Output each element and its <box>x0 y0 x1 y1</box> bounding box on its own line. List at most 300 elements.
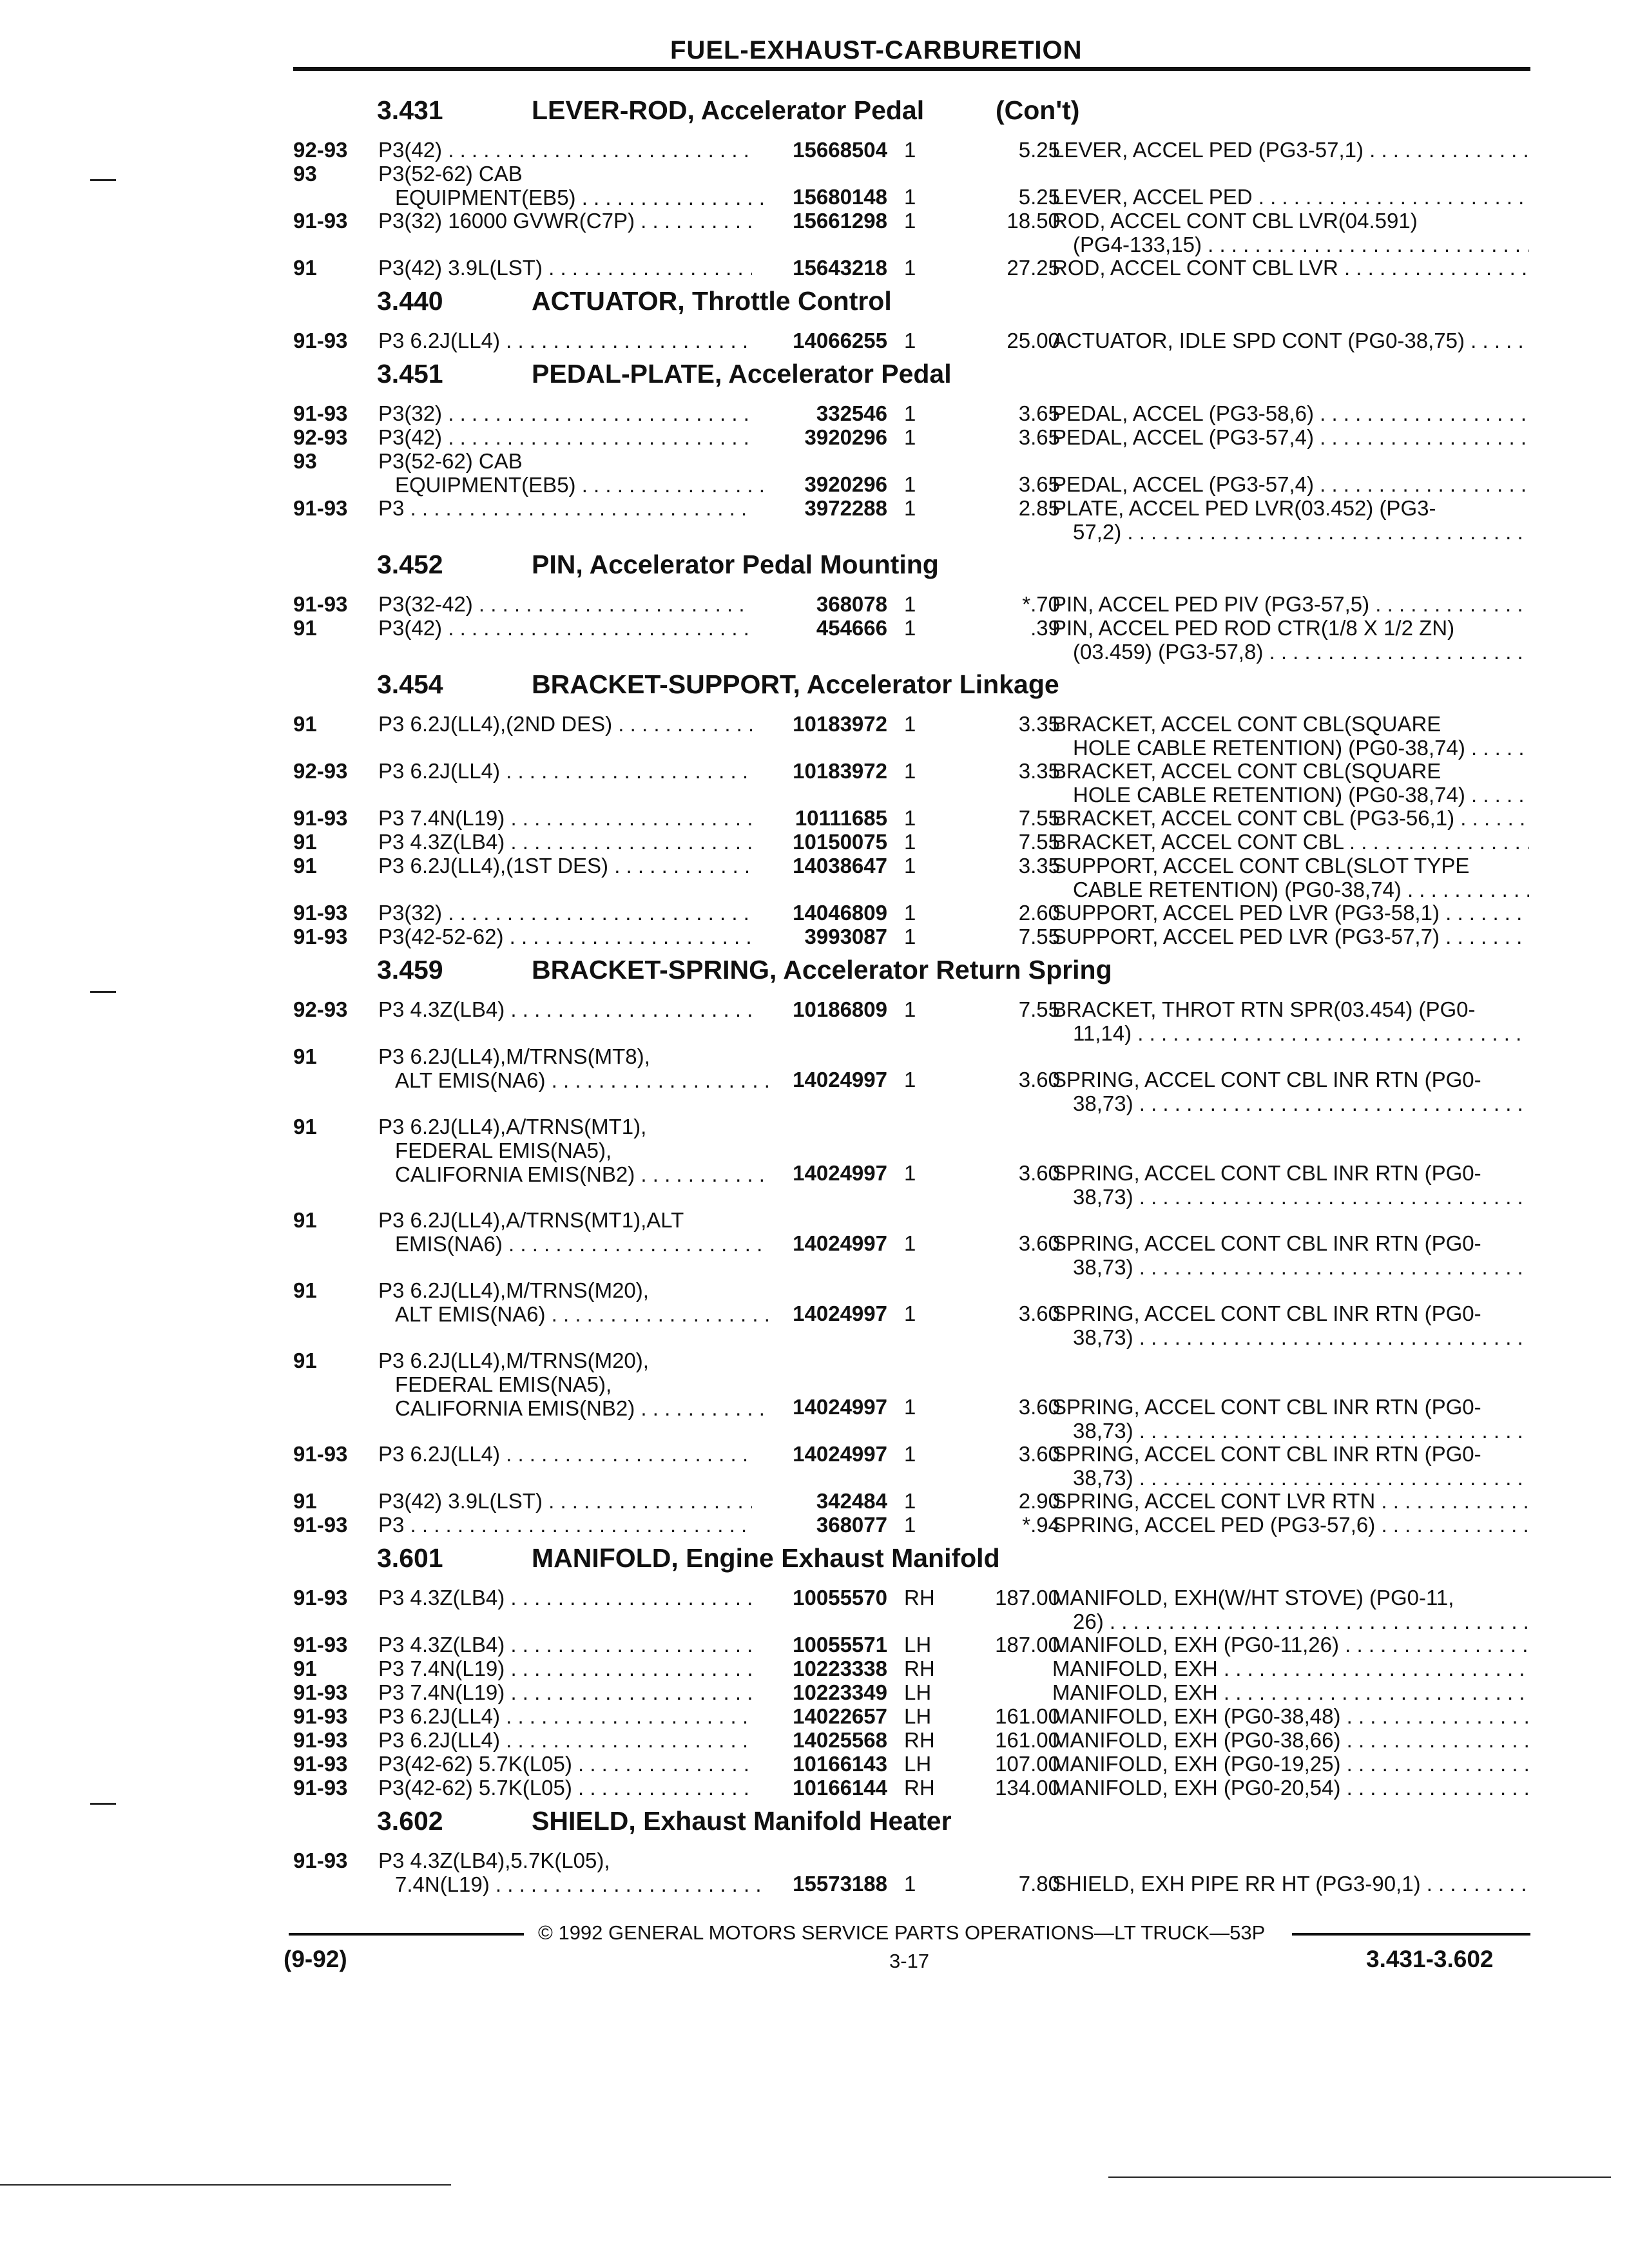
application-line: P3 7.4N(L19) . . . <box>378 1680 752 1704</box>
description-line: MANIFOLD, EXH (PG0-20,54) . . . <box>1052 1776 1529 1800</box>
price: 3.60 <box>1018 1231 1060 1255</box>
part-number: 368078 <box>816 592 887 616</box>
part-number: 10183972 <box>793 712 887 736</box>
part-row <box>293 162 1530 209</box>
section-header <box>293 948 1530 997</box>
description-line: 38,73) . . . <box>1052 1255 1529 1279</box>
application-line: FEDERAL EMIS(NA5), <box>395 1372 612 1396</box>
description <box>1052 759 1529 807</box>
description-line: 57,2) . . . <box>1052 520 1529 544</box>
description <box>1052 1752 1529 1776</box>
price: 3.60 <box>1018 1442 1060 1466</box>
price: 2.90 <box>1018 1489 1060 1513</box>
application-line: P3(42-62) 5.7K(L05) . . . <box>378 1752 752 1776</box>
quantity: 1 <box>904 830 916 854</box>
price: .39 <box>1030 616 1060 640</box>
part-row <box>293 1115 1530 1208</box>
application-line: ALT EMIS(NA6) . . . <box>378 1068 769 1092</box>
part-row <box>293 1704 1530 1728</box>
description-line: SPRING, ACCEL CONT CBL INR RTN (PG0- <box>1052 1395 1481 1419</box>
part-number: 342484 <box>816 1489 887 1513</box>
part-number: 10223338 <box>793 1657 887 1680</box>
description <box>1052 1872 1529 1896</box>
part-number: 14025568 <box>793 1728 887 1752</box>
description-line: BRACKET, ACCEL CONT CBL . . . <box>1052 830 1529 854</box>
part-number: 15661298 <box>793 209 887 233</box>
price: 3.35 <box>1018 712 1060 736</box>
footer-date: (9-92) <box>284 1946 347 1972</box>
part-row <box>293 1513 1530 1537</box>
application-line: P3 6.2J(LL4),M/TRNS(M20), <box>378 1349 649 1372</box>
price: 161.00 <box>995 1704 1060 1728</box>
part-row <box>293 1349 1530 1442</box>
part-number: 10166143 <box>793 1752 887 1776</box>
description <box>1052 1680 1529 1704</box>
section-name: ACTUATOR, Throttle Control <box>532 286 892 316</box>
part-number: 10166144 <box>793 1776 887 1800</box>
description-line: SHIELD, EXH PIPE RR HT (PG3-90,1) . . . <box>1052 1872 1529 1896</box>
footer-rule-right <box>1292 1933 1530 1936</box>
part-number: 3920296 <box>804 425 887 449</box>
section-name: MANIFOLD, Engine Exhaust Manifold <box>532 1543 1000 1573</box>
model-years: 91 <box>293 854 317 878</box>
application-line: FEDERAL EMIS(NA5), <box>395 1139 612 1162</box>
description <box>1052 616 1529 664</box>
description <box>1052 1657 1529 1680</box>
part-number: 14022657 <box>793 1704 887 1728</box>
quantity: 1 <box>904 1395 916 1419</box>
part-row <box>293 1278 1530 1349</box>
footer-page-number: 3-17 <box>889 1950 930 1972</box>
model-years: 91-93 <box>293 1752 348 1776</box>
price: 7.80 <box>1018 1872 1060 1896</box>
model-years: 91 <box>293 1489 317 1513</box>
model-years: 91-93 <box>293 1633 348 1657</box>
application-line: P3 4.3Z(LB4) . . . <box>378 997 752 1021</box>
model-years: 91-93 <box>293 401 348 425</box>
application-line: P3 7.4N(L19) . . . <box>378 806 752 830</box>
price: 187.00 <box>995 1586 1060 1610</box>
part-number: 10055570 <box>793 1586 887 1610</box>
part-row <box>293 759 1530 806</box>
section-header <box>293 663 1530 712</box>
part-row <box>293 329 1530 352</box>
description-line: SPRING, ACCEL CONT CBL INR RTN (PG0- <box>1052 1231 1481 1255</box>
part-row <box>293 1728 1530 1752</box>
model-years: 93 <box>293 162 317 186</box>
description-line: ROD, ACCEL CONT CBL LVR(04.591) <box>1052 209 1418 233</box>
quantity: 1 <box>904 209 916 233</box>
model-years: 91-93 <box>293 209 348 233</box>
quantity: 1 <box>904 1872 916 1896</box>
part-number: 15668504 <box>793 138 887 162</box>
part-row <box>293 401 1530 425</box>
description-line: SUPPORT, ACCEL CONT CBL(SLOT TYPE <box>1052 854 1470 878</box>
description-line: LEVER, ACCEL PED (PG3-57,1) . . . <box>1052 138 1529 162</box>
description-line: MANIFOLD, EXH (PG0-38,48) . . . <box>1052 1704 1529 1728</box>
description-line: LEVER, ACCEL PED . . . <box>1052 185 1529 209</box>
part-row <box>293 997 1530 1044</box>
part-number: 14038647 <box>793 854 887 878</box>
part-row <box>293 256 1530 280</box>
quantity: RH <box>904 1586 935 1610</box>
description-line: SPRING, ACCEL PED (PG3-57,6) . . . <box>1052 1513 1529 1537</box>
description <box>1052 1395 1529 1443</box>
description-line: SPRING, ACCEL CONT LVR RTN . . . <box>1052 1489 1529 1513</box>
model-years: 91-93 <box>293 1849 348 1872</box>
model-years: 92-93 <box>293 759 348 783</box>
price: 3.35 <box>1018 759 1060 783</box>
section-name: LEVER-ROD, Accelerator Pedal <box>532 95 925 125</box>
model-years: 91 <box>293 712 317 736</box>
part-row <box>293 1657 1530 1680</box>
part-row <box>293 209 1530 256</box>
description <box>1052 712 1529 760</box>
section-name: PEDAL-PLATE, Accelerator Pedal <box>532 359 952 389</box>
description-line: BRACKET, ACCEL CONT CBL(SQUARE <box>1052 712 1441 736</box>
footer-copyright: © 1992 GENERAL MOTORS SERVICE PARTS OPERATIONS—LT TRUCK—53P <box>538 1921 1266 1944</box>
application-line: P3(42-62) 5.7K(L05) . . . <box>378 1776 752 1800</box>
description <box>1052 1302 1529 1349</box>
description-line: SUPPORT, ACCEL PED LVR (PG3-57,7) . . . <box>1052 925 1529 948</box>
part-number: 3920296 <box>804 472 887 496</box>
application-line: P3(42) 3.9L(LST) . . . <box>378 1489 752 1513</box>
quantity: 1 <box>904 854 916 878</box>
price: 2.60 <box>1018 901 1060 925</box>
scan-edge-line <box>1108 2177 1611 2178</box>
section-continued: (Con't) <box>996 95 1080 125</box>
description <box>1052 997 1529 1045</box>
description-line: HOLE CABLE RETENTION) (PG0-38,74) . . . <box>1052 736 1529 760</box>
quantity: 1 <box>904 329 916 352</box>
price: *.70 <box>1022 592 1060 616</box>
part-row <box>293 1776 1530 1800</box>
description-line: 38,73) . . . <box>1052 1091 1529 1115</box>
application-line: P3(42-52-62) . . . <box>378 925 752 948</box>
part-number: 14024997 <box>793 1442 887 1466</box>
model-years: 91-93 <box>293 1680 348 1704</box>
application-line: P3 . . . <box>378 1513 752 1537</box>
price: 3.60 <box>1018 1395 1060 1419</box>
description <box>1052 1633 1529 1657</box>
model-years: 91 <box>293 830 317 854</box>
model-years: 91-93 <box>293 1586 348 1610</box>
part-number: 10150075 <box>793 830 887 854</box>
description-line: PEDAL, ACCEL (PG3-57,4) . . . <box>1052 472 1529 496</box>
quantity: 1 <box>904 1161 916 1185</box>
model-years: 91 <box>293 1044 317 1068</box>
application-line: P3(52-62) CAB <box>378 162 523 186</box>
section-header <box>293 1537 1530 1586</box>
application-line: P3 6.2J(LL4) . . . <box>378 1728 752 1752</box>
part-number: 3993087 <box>804 925 887 948</box>
application-line: P3 4.3Z(LB4) . . . <box>378 1586 752 1610</box>
description <box>1052 1231 1529 1279</box>
model-years: 91 <box>293 1208 317 1232</box>
section-header <box>293 1800 1530 1849</box>
description <box>1052 854 1529 901</box>
description <box>1052 1776 1529 1800</box>
application-line: P3(32) . . . <box>378 401 752 425</box>
price: 7.55 <box>1018 830 1060 854</box>
punch-mark <box>90 1803 116 1805</box>
part-row <box>293 1849 1530 1896</box>
price: 7.55 <box>1018 925 1060 948</box>
description-line: MANIFOLD, EXH . . . <box>1052 1657 1529 1680</box>
description-line: MANIFOLD, EXH (PG0-19,25) . . . <box>1052 1752 1529 1776</box>
part-number: 15573188 <box>793 1872 887 1896</box>
application-line: P3 6.2J(LL4),A/TRNS(MT1),ALT <box>378 1208 684 1232</box>
description <box>1052 1728 1529 1752</box>
application <box>378 1680 1081 1704</box>
description-line: SPRING, ACCEL CONT CBL INR RTN (PG0- <box>1052 1302 1481 1325</box>
description-line: 38,73) . . . <box>1052 1419 1529 1443</box>
application-line: P3(32) 16000 GVWR(C7P) . . . <box>378 209 752 233</box>
section-name: BRACKET-SPRING, Accelerator Return Spring <box>532 955 1112 985</box>
application-line: P3(52-62) CAB <box>378 449 523 473</box>
price: 7.55 <box>1018 806 1060 830</box>
application-line: P3 . . . <box>378 496 752 520</box>
description-line: BRACKET, ACCEL CONT CBL(SQUARE <box>1052 759 1441 783</box>
model-years: 91-93 <box>293 1442 348 1466</box>
part-row <box>293 1633 1530 1657</box>
description <box>1052 1161 1529 1209</box>
description-line: MANIFOLD, EXH . . . <box>1052 1680 1529 1704</box>
model-years: 92-93 <box>293 425 348 449</box>
model-years: 92-93 <box>293 997 348 1021</box>
application-line: P3 6.2J(LL4) . . . <box>378 329 752 352</box>
price: 3.35 <box>1018 854 1060 878</box>
quantity: 1 <box>904 997 916 1021</box>
model-years: 91 <box>293 1115 317 1139</box>
part-row <box>293 925 1530 948</box>
part-number: 368077 <box>816 1513 887 1537</box>
part-number: 3972288 <box>804 496 887 520</box>
part-row <box>293 1586 1530 1633</box>
description <box>1052 1489 1529 1513</box>
description <box>1052 592 1529 616</box>
quantity: 1 <box>904 1513 916 1537</box>
part-number: 14024997 <box>793 1161 887 1185</box>
description <box>1052 425 1529 449</box>
application-line: EQUIPMENT(EB5) . . . <box>378 473 769 497</box>
model-years: 92-93 <box>293 138 348 162</box>
model-years: 91-93 <box>293 1704 348 1728</box>
price: 5.25 <box>1018 185 1060 209</box>
quantity: 1 <box>904 592 916 616</box>
description-line: 38,73) . . . <box>1052 1325 1529 1349</box>
description <box>1052 209 1529 256</box>
description-line: MANIFOLD, EXH(W/HT STOVE) (PG0-11, <box>1052 1586 1454 1610</box>
application-line: P3 6.2J(LL4) . . . <box>378 1704 752 1728</box>
model-years: 91-93 <box>293 925 348 948</box>
quantity: 1 <box>904 496 916 520</box>
section-header <box>293 352 1530 401</box>
model-years: 91-93 <box>293 592 348 616</box>
description <box>1052 1586 1529 1633</box>
description <box>1052 401 1529 425</box>
model-years: 91 <box>293 1657 317 1680</box>
part-number: 14024997 <box>793 1231 887 1255</box>
price: 3.65 <box>1018 472 1060 496</box>
model-years: 91 <box>293 1278 317 1302</box>
model-years: 91 <box>293 256 317 280</box>
application-line: P3(42) 3.9L(LST) . . . <box>378 256 752 280</box>
part-row <box>293 830 1530 854</box>
part-row <box>293 712 1530 759</box>
part-row <box>293 1489 1530 1513</box>
quantity: LH <box>904 1633 932 1657</box>
application-line: P3 6.2J(LL4) . . . <box>378 1442 752 1466</box>
price: 107.00 <box>995 1752 1060 1776</box>
description-line: ROD, ACCEL CONT CBL LVR . . . <box>1052 256 1529 280</box>
quantity: RH <box>904 1776 935 1800</box>
part-row <box>293 1044 1530 1115</box>
punch-mark <box>90 991 116 993</box>
description <box>1052 830 1529 854</box>
price: 3.65 <box>1018 425 1060 449</box>
description <box>1052 496 1529 544</box>
section-number: 3.454 <box>377 669 443 699</box>
quantity: 1 <box>904 425 916 449</box>
price: 3.60 <box>1018 1302 1060 1325</box>
description-line: PEDAL, ACCEL (PG3-58,6) . . . <box>1052 401 1529 425</box>
application-line: P3 6.2J(LL4),A/TRNS(MT1), <box>378 1115 647 1139</box>
price: 134.00 <box>995 1776 1060 1800</box>
description <box>1052 185 1529 209</box>
quantity: LH <box>904 1704 932 1728</box>
model-years: 91-93 <box>293 1728 348 1752</box>
section-number: 3.602 <box>377 1806 443 1836</box>
model-years: 91-93 <box>293 1513 348 1537</box>
part-row <box>293 854 1530 901</box>
description <box>1052 1513 1529 1537</box>
description <box>1052 472 1529 496</box>
quantity: 1 <box>904 1442 916 1466</box>
quantity: 1 <box>904 185 916 209</box>
description <box>1052 925 1529 948</box>
price: 3.60 <box>1018 1161 1060 1185</box>
description-line: PEDAL, ACCEL (PG3-57,4) . . . <box>1052 425 1529 449</box>
model-years: 91-93 <box>293 329 348 352</box>
application-line: P3 6.2J(LL4),(2ND DES) . . . <box>378 712 752 736</box>
application-line: EMIS(NA6) . . . <box>378 1232 769 1256</box>
description-line: MANIFOLD, EXH (PG0-38,66) . . . <box>1052 1728 1529 1752</box>
parts-sections <box>293 89 1530 1896</box>
price: 27.25 <box>1007 256 1060 280</box>
part-number: 10055571 <box>793 1633 887 1657</box>
section-name: SHIELD, Exhaust Manifold Heater <box>532 1806 952 1836</box>
price: 5.25 <box>1018 138 1060 162</box>
section-header <box>293 543 1530 592</box>
description-line: SUPPORT, ACCEL PED LVR (PG3-58,1) . . . <box>1052 901 1529 925</box>
part-row <box>293 449 1530 496</box>
part-row <box>293 1442 1530 1489</box>
section-number: 3.451 <box>377 359 443 389</box>
application-line: P3(42) . . . <box>378 616 752 640</box>
model-years: 91 <box>293 616 317 640</box>
description-line: SPRING, ACCEL CONT CBL INR RTN (PG0- <box>1052 1442 1481 1466</box>
model-years: 93 <box>293 449 317 473</box>
part-number: 332546 <box>816 401 887 425</box>
quantity: 1 <box>904 901 916 925</box>
price: 187.00 <box>995 1633 1060 1657</box>
part-row <box>293 1752 1530 1776</box>
description <box>1052 256 1529 280</box>
price: *.94 <box>1022 1513 1060 1537</box>
application-line: P3 6.2J(LL4),M/TRNS(M20), <box>378 1278 649 1302</box>
application-line: P3 7.4N(L19) . . . <box>378 1657 752 1680</box>
application-line: 7.4N(L19) . . . <box>378 1872 769 1896</box>
application-line: P3 6.2J(LL4),M/TRNS(MT8), <box>378 1044 650 1068</box>
description-line: SPRING, ACCEL CONT CBL INR RTN (PG0- <box>1052 1068 1481 1091</box>
description-line: (03.459) (PG3-57,8) . . . <box>1052 640 1529 664</box>
part-row <box>293 1680 1530 1704</box>
description <box>1052 1442 1529 1490</box>
model-years: 91-93 <box>293 806 348 830</box>
part-number: 10111685 <box>795 806 887 830</box>
part-row <box>293 901 1530 925</box>
quantity: 1 <box>904 1302 916 1325</box>
quantity: 1 <box>904 1489 916 1513</box>
description-line: BRACKET, THROT RTN SPR(03.454) (PG0- <box>1052 997 1476 1021</box>
description <box>1052 138 1529 162</box>
section-number: 3.440 <box>377 286 443 316</box>
part-number: 15680148 <box>793 185 887 209</box>
section-number: 3.431 <box>377 95 443 125</box>
price: 25.00 <box>1007 329 1060 352</box>
quantity: 1 <box>904 712 916 736</box>
part-row <box>293 425 1530 449</box>
application-line: CALIFORNIA EMIS(NB2) . . . <box>378 1396 769 1420</box>
part-number: 14046809 <box>793 901 887 925</box>
part-number: 14024997 <box>793 1395 887 1419</box>
description <box>1052 1068 1529 1115</box>
quantity: 1 <box>904 401 916 425</box>
description <box>1052 806 1529 830</box>
price: 2.85 <box>1018 496 1060 520</box>
description-line: ACTUATOR, IDLE SPD CONT (PG0-38,75) . . . <box>1052 329 1529 352</box>
application-line: P3 6.2J(LL4) . . . <box>378 759 752 783</box>
price: 161.00 <box>995 1728 1060 1752</box>
application-line: P3(42) . . . <box>378 138 752 162</box>
price: 3.60 <box>1018 1068 1060 1091</box>
part-row <box>293 616 1530 663</box>
footer-rule-left <box>289 1933 524 1936</box>
description-line: CABLE RETENTION) (PG0-38,74) . . . <box>1052 878 1529 901</box>
application-line: P3 4.3Z(LB4) . . . <box>378 1633 752 1657</box>
description <box>1052 1704 1529 1728</box>
quantity: 1 <box>904 138 916 162</box>
section-number: 3.452 <box>377 550 443 579</box>
quantity: RH <box>904 1728 935 1752</box>
part-number: 14066255 <box>793 329 887 352</box>
part-number: 10183972 <box>793 759 887 783</box>
section-number: 3.459 <box>377 955 443 985</box>
quantity: LH <box>904 1752 932 1776</box>
part-number: 14024997 <box>793 1302 887 1325</box>
description-line: 26) . . . <box>1052 1610 1529 1633</box>
model-years: 91 <box>293 1349 317 1372</box>
quantity: 1 <box>904 616 916 640</box>
quantity: 1 <box>904 806 916 830</box>
section-header <box>293 89 1530 138</box>
part-row <box>293 592 1530 616</box>
description <box>1052 901 1529 925</box>
application-line: P3 4.3Z(LB4),5.7K(L05), <box>378 1849 610 1872</box>
quantity: LH <box>904 1680 932 1704</box>
price: 7.55 <box>1018 997 1060 1021</box>
